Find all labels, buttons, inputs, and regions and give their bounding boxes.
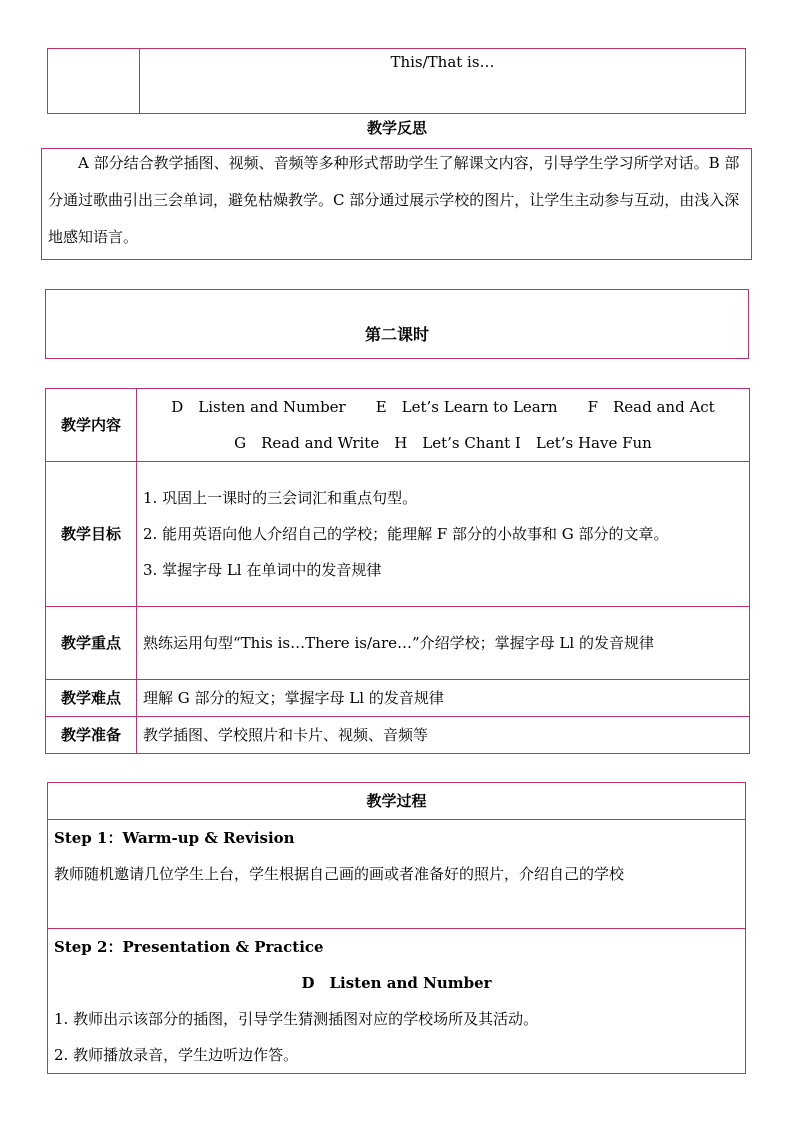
goal-item: 1. 巩固上一课时的三会词汇和重点句型。 — [143, 489, 418, 507]
top-table — [47, 48, 746, 114]
step2-cell — [48, 929, 746, 1074]
key-label: 教学重点 — [46, 607, 137, 680]
content-line-1: D Listen and Number E Let’s Learn to Learn F Read and Act — [171, 398, 715, 416]
goal-item: 3. 掌握字母 Ll 在单词中的发音规律 — [143, 561, 382, 579]
key-text: 熟练运用句型“This is…There is/are…”介绍学校；掌握字母 Ll 的发音规律 — [137, 607, 750, 680]
plan-table — [45, 388, 750, 754]
process-heading: 教学过程 — [48, 783, 746, 820]
difficulty-label: 教学难点 — [46, 680, 137, 717]
prep-label: 教学准备 — [46, 717, 137, 754]
top-table-empty-cell — [48, 49, 140, 114]
top-table-text: This/That is… — [390, 53, 495, 71]
goals-label: 教学目标 — [46, 462, 137, 607]
step2-item: 2. 教师播放录音，学生边听边作答。 — [54, 1046, 299, 1064]
lesson-title: 第二课时 — [364, 325, 429, 344]
step2-title: Step 2：Presentation & Practice — [54, 938, 324, 956]
lesson-title-box — [45, 289, 749, 359]
content-line-2: G Read and Write H Let’s Chant I Let’s Have Fun — [234, 434, 652, 452]
step1-title: Step 1：Warm-up & Revision — [54, 829, 295, 847]
content-cell — [137, 389, 750, 462]
step1-cell — [48, 820, 746, 929]
difficulty-text: 理解 G 部分的短文；掌握字母 Ll 的发音规律 — [137, 680, 750, 717]
goals-cell — [137, 462, 750, 607]
step2-subheading: D Listen and Number — [301, 974, 492, 992]
reflection-heading: 教学反思 — [366, 119, 427, 137]
step1-text: 教师随机邀请几位学生上台，学生根据自己画的画或者准备好的照片，介绍自己的学校 — [54, 865, 625, 883]
reflection-box — [41, 148, 752, 260]
step2-item: 1. 教师出示该部分的插图，引导学生猜测插图对应的学校场所及其活动。 — [54, 1010, 539, 1028]
prep-text: 教学插图、学校照片和卡片、视频、音频等 — [137, 717, 750, 754]
content-label: 教学内容 — [46, 389, 137, 462]
top-table-text-cell — [140, 49, 746, 114]
goal-item: 2. 能用英语向他人介绍自己的学校；能理解 F 部分的小故事和 G 部分的文章。 — [143, 525, 669, 543]
process-table — [47, 782, 746, 1074]
reflection-text: A 部分结合教学插图、视频、音频等多种形式帮助学生了解课文内容，引导学生学习所学对话。B 部分通过歌曲引出三会单词，避免枯燥教学。C 部分通过展示学校的图片，让学生主动参与互动，由浅入深地感知语言。 — [48, 154, 740, 246]
